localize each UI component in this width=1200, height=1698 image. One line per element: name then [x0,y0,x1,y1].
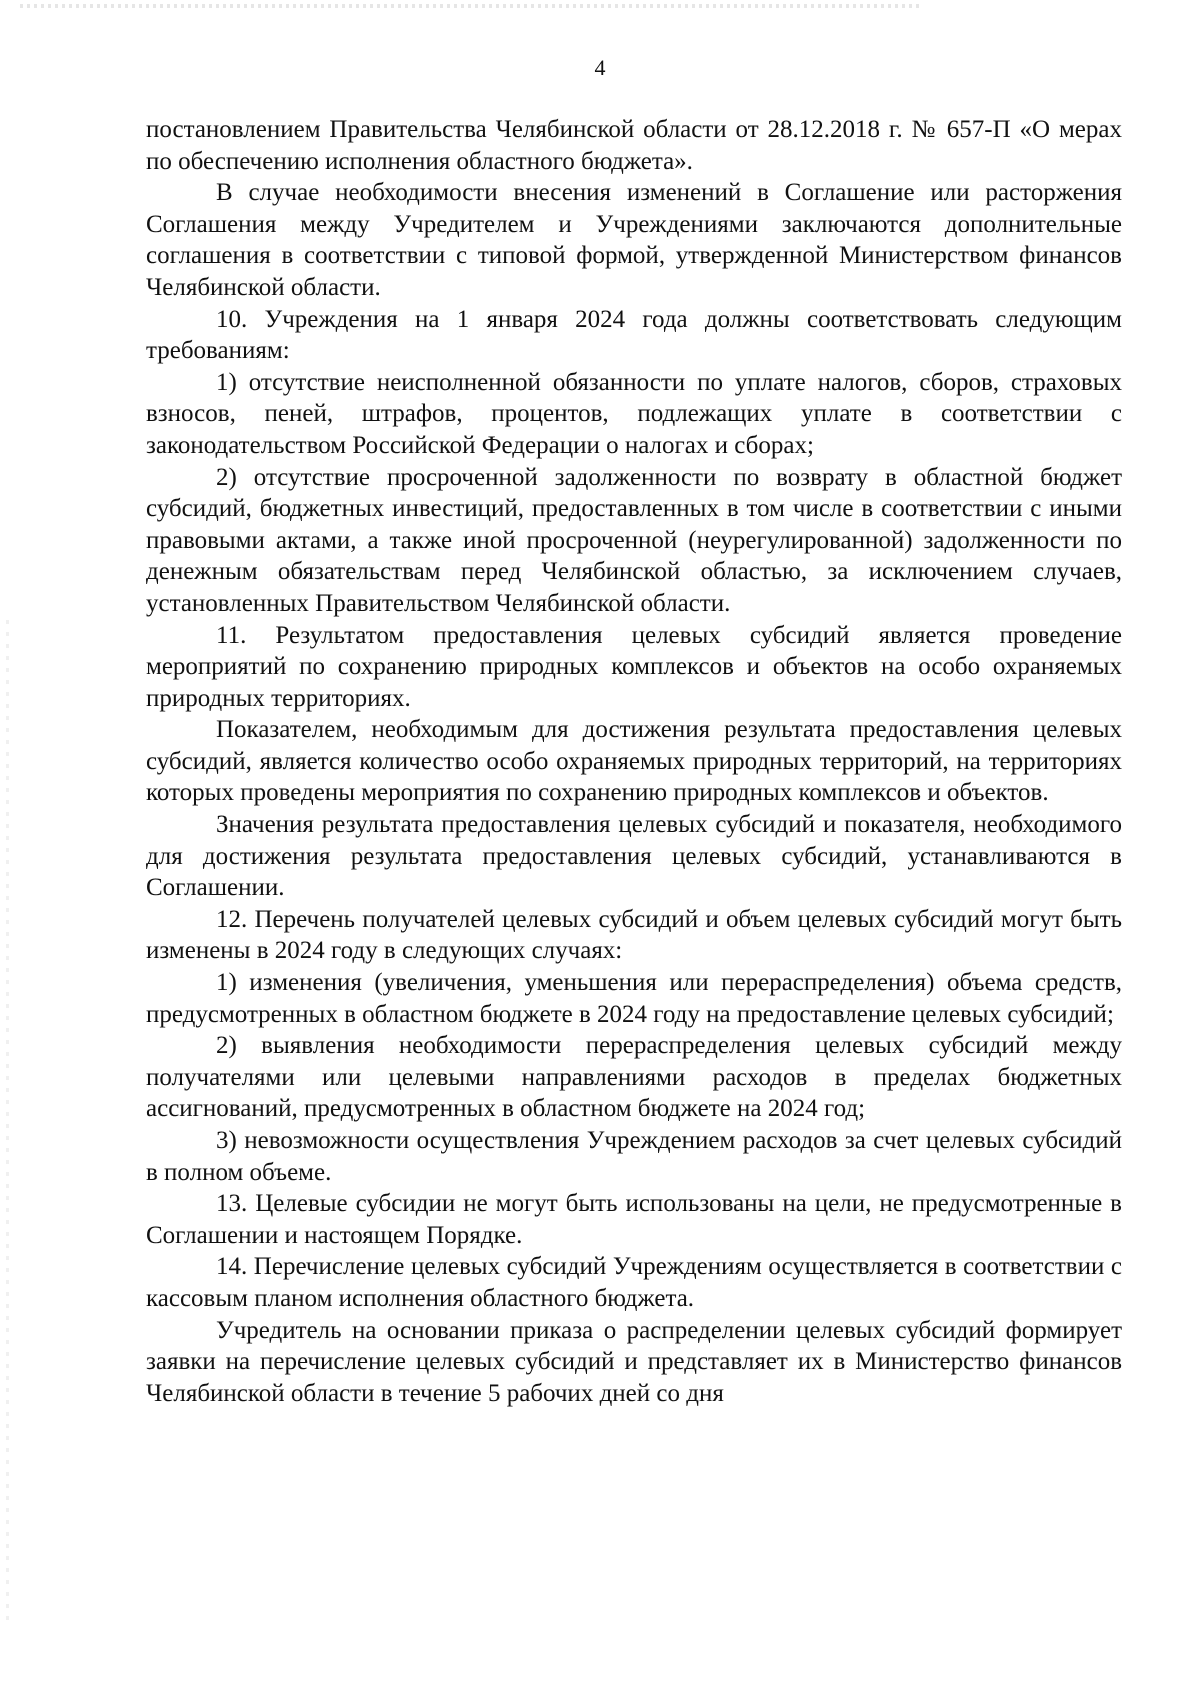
paragraph: 11. Результатом предоставления целевых субсидий является проведение мероприятий по сохранению природных комплексов и объектов на особо охраняемых природных территориях. [146,621,1122,712]
paragraph: 2) отсутствие просроченной задолженности по возврату в областной бюджет субсидий, бюджетных инвестиций, предоставленных в том числе в соответствии с иными правовыми актами, а также иной просроченной (неурегулированной) задолженности по денежным обязательствам перед Челябинской областью, за исключением случаев, установленных Правительством Челябинской области. [146,463,1122,617]
paragraph: 2) выявления необходимости перераспределения целевых субсидий между получателями или целевыми направлениями расходов в пределах бюджетных ассигнований, предусмотренных в областном бюджете на 2024 год; [146,1032,1122,1123]
paragraph: 12. Перечень получателей целевых субсидий и объем целевых субсидий могут быть изменены в 2024 году в следующих случаях: [146,905,1122,965]
scan-artifact-left [6,620,9,1620]
scan-artifact-top [20,4,920,8]
paragraph: 3) невозможности осуществления Учреждением расходов за счет целевых субсидий в полном объеме. [146,1127,1122,1186]
paragraph: постановлением Правительства Челябинской области от 28.12.2018 г. № 657-П «О мерах по обеспечению исполнения областного бюджета». [146,116,1122,175]
paragraph: 1) изменения (увеличения, уменьшения или перераспределения) объема средств, предусмотренных в областном бюджете в 2024 году на предоставление целевых субсидий; [146,969,1122,1028]
document-body [146,114,1122,1409]
paragraph: Значения результата предоставления целевых субсидий и показателя, необходимого для достижения результата предоставления целевых субсидий, устанавливаются в Соглашении. [146,811,1122,902]
paragraph: В случае необходимости внесения изменений в Соглашение или расторжения Соглашения между Учредителем и Учреждениями заключаются дополнительные соглашения в соответствии с типовой формой, утвержденной Министерством финансов Челябинской области. [146,179,1122,301]
paragraph: 13. Целевые субсидии не могут быть использованы на цели, не предусмотренные в Соглашении и настоящем Порядке. [146,1190,1122,1249]
paragraph: Показателем, необходимым для достижения результата предоставления целевых субсидий, является количество особо охраняемых природных территорий, на территориях которых проведены мероприятия по сохранению природных комплексов и объектов. [146,716,1122,807]
paragraph: 10. Учреждения на 1 января 2024 года должны соответствовать следующим требованиям: [146,305,1122,365]
paragraph: 1) отсутствие неисполненной обязанности по уплате налогов, сборов, страховых взносов, пеней, штрафов, процентов, подлежащих уплате в соответствии с законодательством Российской Федерации о налогах и сборах; [146,368,1122,459]
paragraph: 14. Перечисление целевых субсидий Учреждениям осуществляется в соответствии с кассовым планом исполнения областного бюджета. [146,1253,1122,1312]
page-number: 4 [594,55,606,80]
paragraph: Учредитель на основании приказа о распределении целевых субсидий формирует заявки на перечисление целевых субсидий и представляет их в Министерство финансов Челябинской области в течение 5 рабочих дней со дня [146,1316,1122,1407]
